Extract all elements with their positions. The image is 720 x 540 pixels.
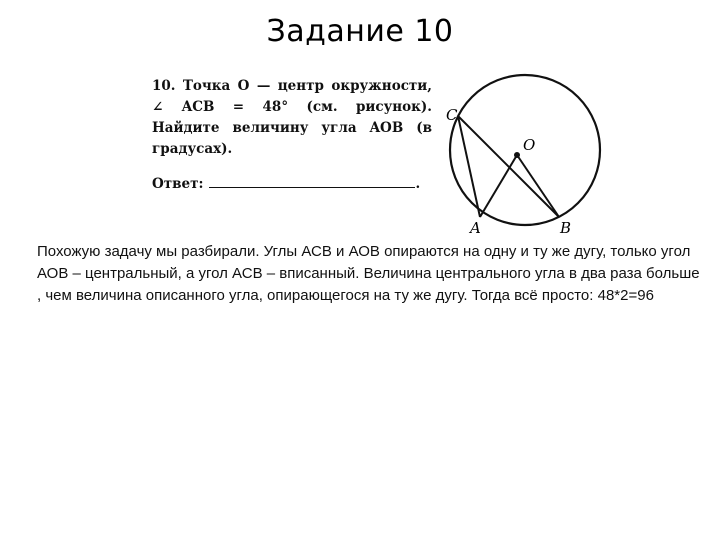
problem-text: 10. Точка O — центр окружности, ∠ ACB = 48° (см. рисунок). Найдите величину угла AOB (в градусах). [152, 78, 432, 157]
explanation-text: Похожую задачу мы разбирали. Углы АСВ и АОВ опираются на одну и ту же дугу, только угол АОВ – центральный, а угол АСВ – вписанный. Величина центрального угла в два раза больше , чем величина описанного угла, опирающегося на ту же дугу. Тогда всё просто: 48*2=96 [37, 243, 700, 304]
radius-ob [517, 155, 559, 217]
answer-label: Ответ: [152, 176, 204, 192]
problem-statement [152, 76, 432, 195]
point-label-b: B [560, 219, 572, 237]
answer-row [152, 174, 432, 195]
geometry-figure [440, 70, 610, 240]
slide-title: Задание 10 [266, 14, 454, 49]
point-label-o: O [523, 136, 536, 154]
center-point [514, 152, 520, 158]
answer-blank-line [209, 175, 415, 188]
chord-cb [458, 116, 559, 217]
answer-dot: . [415, 176, 421, 192]
chord-ca [458, 116, 480, 217]
circle-diagram [440, 70, 610, 240]
point-label-c: C [446, 106, 458, 124]
radius-oa [480, 155, 517, 217]
point-label-a: A [470, 219, 481, 237]
